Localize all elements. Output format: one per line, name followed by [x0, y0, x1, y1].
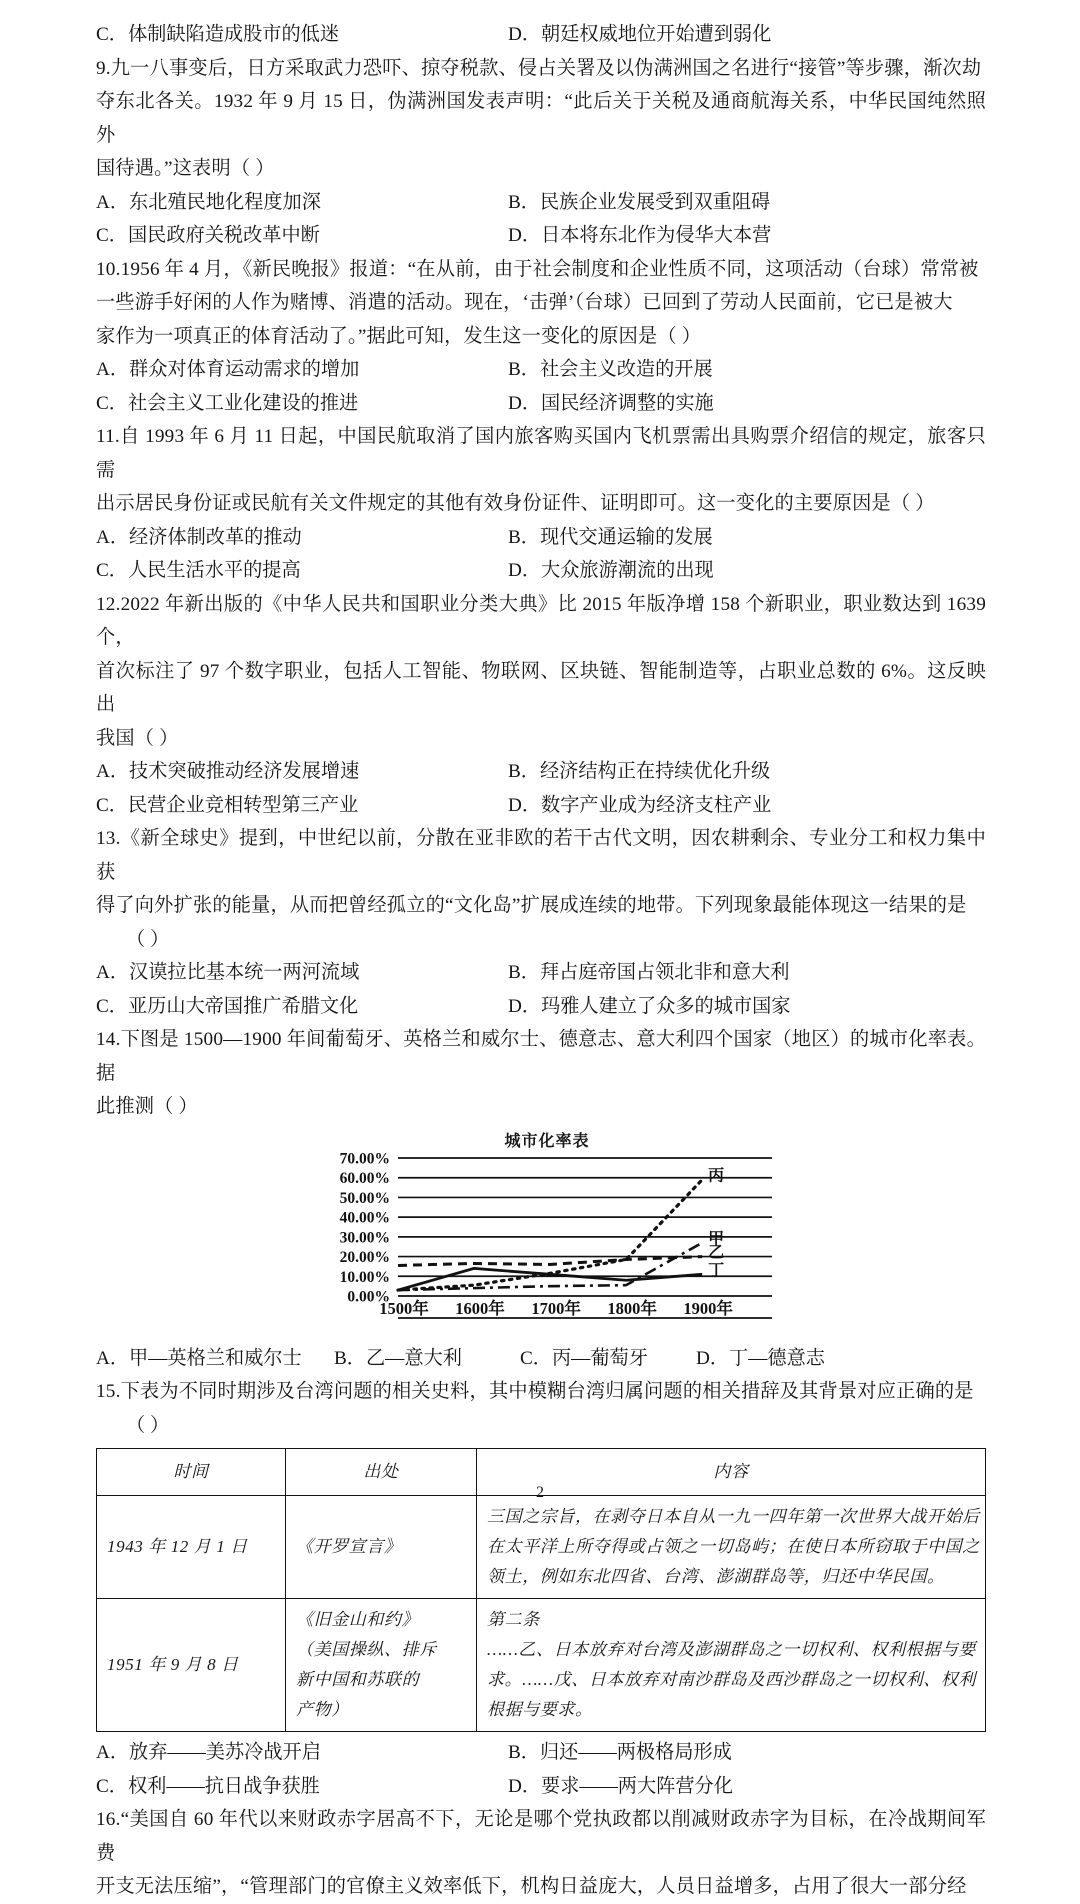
chart-series-line-乙 [398, 1256, 702, 1265]
q9-options-row-ab [96, 186, 986, 220]
q12-stem-line3: 我国（ ） [96, 727, 179, 749]
table-cell-time: 1951 年 9 月 8 日 [97, 1599, 286, 1732]
q13-stem-line2: 得了向外扩张的能量，从而把曾经孤立的“文化岛”扩展成连续的地带。下列现象最能体现这一结果的是 [96, 895, 967, 916]
q10-stem-line1: 10.1956 年 4 月，《新民晚报》报道：“在从前，由于社会制度和企业性质不同，这项活动（台球）常常被 [96, 258, 979, 280]
chart-plot-area [312, 1150, 782, 1340]
q13-options-row-ab [96, 956, 986, 990]
q13-options-row-cd [96, 990, 986, 1024]
q12-options-row-ab [96, 755, 986, 789]
page-number: 2 [536, 1484, 544, 1501]
chart-series-label-乙: 乙 [708, 1244, 725, 1262]
q8-option-d[interactable]: D．朝廷权威地位开始遭到弱化 [508, 24, 772, 45]
chart-inner [312, 1128, 782, 1340]
table-header-time: 时间 [97, 1449, 286, 1496]
q9-stem-line3: 国待遇。”这表明（ ） [96, 158, 275, 179]
table-row [97, 1496, 986, 1599]
q8-option-c[interactable]: C．体制缺陷造成股市的低迷 [96, 24, 340, 45]
chart-xtick-label: 1900年 [683, 1298, 733, 1318]
q13-option-b[interactable]: B．拜占庭帝国占领北非和意大利 [508, 962, 790, 983]
q15-stem-line1: 15.下表为不同时期涉及台湾问题的相关史料，其中模糊台湾归属问题的相关措辞及其背景对应正确的是 [96, 1381, 974, 1402]
q14-option-b[interactable]: B．乙—意大利 [334, 1347, 462, 1369]
q8-options-row-cd [96, 18, 986, 52]
q13-stem-line3: （ ） [126, 928, 170, 950]
q15-options-row-cd [96, 1770, 986, 1804]
q10-stem-line3: 家作为一项真正的体育活动了。”据此可知，发生这一变化的原因是（ ） [96, 325, 702, 347]
chart-series-label-丙: 丙 [708, 1167, 725, 1185]
q12-option-a[interactable]: A．技术突破推动经济发展增速 [96, 761, 360, 782]
q15-option-c[interactable]: C．权利——抗日战争获胜 [96, 1775, 320, 1797]
q13-option-a[interactable]: A．汉谟拉比基本统一两河流域 [96, 962, 360, 983]
q10-options-row-cd [96, 387, 986, 421]
table-cell-source [286, 1599, 477, 1732]
chart-xtick-label: 1500年 [379, 1298, 429, 1318]
q9-option-c[interactable]: C．国民政府关税改革中断 [96, 225, 320, 246]
chart-series-label-甲: 甲 [708, 1230, 725, 1248]
q10-option-a[interactable]: A．群众对体育运动需求的增加 [96, 359, 360, 380]
table-cell-content [477, 1599, 986, 1732]
q13-stem-line1: 13.《新全球史》提到，中世纪以前，分散在亚非欧的若干古代文明，因农耕剩余、专业分工和权力集中获 [96, 828, 986, 883]
table-cell-line: 求。……戊、日本放弃对南沙群岛及西沙群岛之一切权利、权利 [487, 1670, 977, 1689]
chart-xtick-label: 1800年 [607, 1298, 657, 1318]
chart-title: 城市化率表 [504, 1132, 590, 1150]
q10-option-b[interactable]: B．社会主义改造的开展 [508, 359, 713, 380]
q16-stem-line1: 16.“美国自 60 年代以来财政赤字居高不下，无论是哪个党执政都以削减财政赤字为目标，在冷战期间军费 [96, 1809, 986, 1864]
chart-ytick-label: 10.00% [339, 1268, 390, 1286]
q10-option-d[interactable]: D．国民经济调整的实施 [508, 392, 714, 414]
q11-options-row-ab [96, 521, 986, 555]
q11-option-a[interactable]: A．经济体制改革的推动 [96, 526, 302, 548]
q15-option-d[interactable]: D．要求——两大阵营分化 [508, 1775, 733, 1797]
table-header-content: 内容 [477, 1449, 986, 1496]
q11-option-c[interactable]: C．人民生活水平的提高 [96, 560, 301, 581]
chart-ytick-label: 60.00% [339, 1169, 390, 1187]
table-cell-content [477, 1496, 986, 1599]
table-cell-line: 《开罗宣言》 [296, 1537, 402, 1556]
table-cell-source [286, 1496, 477, 1599]
q14-options-row [96, 1342, 986, 1376]
chart-series-label-丁: 丁 [708, 1261, 725, 1279]
q16-stem-line2: 开支无法压缩”，“管理部门的官僚主义效率低下，机构日益庞大，人员日益增多，占用了很大一部分经 [96, 1876, 967, 1897]
table-header-source: 出处 [286, 1449, 477, 1496]
q15-option-a[interactable]: A．放弃——美苏冷战开启 [96, 1742, 321, 1763]
table-cell-line: 根据与要求。 [487, 1700, 593, 1719]
chart-ytick-label: 50.00% [339, 1189, 390, 1207]
q11-option-b[interactable]: B．现代交通运输的发展 [508, 526, 713, 548]
q15-option-b[interactable]: B．归还——两极格局形成 [508, 1742, 732, 1763]
table-body [97, 1496, 986, 1732]
page-body-column [96, 18, 986, 1904]
table-cell-line: 产物） [296, 1700, 349, 1719]
q9-option-d[interactable]: D．日本将东北作为侵华大本营 [508, 225, 772, 246]
chart-ytick-label: 30.00% [339, 1228, 390, 1246]
table-cell-line: 《旧金山和约》 [296, 1610, 420, 1629]
q11-option-d[interactable]: D．大众旅游潮流的出现 [508, 560, 714, 581]
q9-options-row-cd [96, 219, 986, 253]
chart-xtick-label: 1600年 [455, 1298, 505, 1318]
chart-xtick-label: 1700年 [531, 1298, 581, 1318]
q10-stem-line2: 一些游手好闲的人作为赌博、消遣的活动。现在，‘击弹’（台球）已回到了劳动人民面前，它已是被大 [96, 292, 953, 313]
chart-series-line-甲 [398, 1242, 702, 1289]
q12-option-c[interactable]: C．民营企业竞相转型第三产业 [96, 794, 359, 816]
q12-option-b[interactable]: B．经济结构正在持续优化升级 [508, 761, 771, 782]
table-cell-line: 第二条 [487, 1610, 540, 1629]
q10-option-c[interactable]: C．社会主义工业化建设的推进 [96, 392, 359, 414]
table-cell-line: 三国之宗旨，在剥夺日本自从一九一四年第一次世界大战开始后 [487, 1507, 980, 1526]
urbanization-rate-chart [96, 1128, 986, 1340]
table-cell-line: 领土，例如东北四省、台湾、澎湖群岛等，归还中华民国。 [487, 1567, 945, 1586]
q10-options-row-ab [96, 353, 986, 387]
q14-option-a[interactable]: A．甲—英格兰和威尔士 [96, 1347, 302, 1369]
q14-stem-line2: 此推测（ ） [96, 1096, 198, 1117]
chart-ytick-label: 0.00% [347, 1288, 390, 1305]
table-cell-time: 1943 年 12 月 1 日 [97, 1496, 286, 1599]
q9-stem-line2: 夺东北各关。1932 年 9 月 15 日，伪满洲国发表声明：“此后关于关税及通商航海关系，中华民国纯然照外 [96, 91, 986, 146]
q11-stem-line2: 出示居民身份证或民航有关文件规定的其他有效身份证件、证明即可。这一变化的主要原因是（ ） [96, 493, 935, 514]
table-cell-line: 新中国和苏联的 [296, 1670, 420, 1689]
q9-stem-line1: 9.九一八事变后，日方采取武力恐吓、掠夺税款、侵占关署及以伪满洲国之名进行“接管”等步骤，渐次劫 [96, 57, 982, 79]
q14-option-c[interactable]: C．丙—葡萄牙 [520, 1347, 648, 1369]
q11-stem-line1: 11.自 1993 年 6 月 11 日起，中国民航取消了国内旅客购买国内飞机票需出具购票介绍信的规定，旅客只需 [96, 426, 986, 481]
q13-option-c[interactable]: C．亚历山大帝国推广希腊文化 [96, 995, 359, 1017]
q14-option-d[interactable]: D．丁—德意志 [696, 1347, 825, 1369]
table-cell-line: ……乙、日本放弃对台湾及澎湖群岛之一切权利、权利根据与要 [487, 1640, 977, 1659]
q12-stem-line2: 首次标注了 97 个数字职业，包括人工智能、物联网、区块链、智能制造等，占职业总数的 6%。这反映出 [96, 660, 986, 715]
q14-stem-line1: 14.下图是 1500—1900 年间葡萄牙、英格兰和威尔士、德意志、意大利四个国家（地区）的城市化率表。据 [96, 1029, 986, 1084]
chart-ytick-label: 70.00% [339, 1150, 390, 1167]
table-cell-line: 在太平洋上所夺得或占领之一切岛屿；在使日本所窃取于中国之 [487, 1537, 980, 1556]
q9-option-a[interactable]: A．东北殖民地化程度加深 [96, 191, 321, 213]
chart-ytick-label: 20.00% [339, 1248, 390, 1266]
q13-option-d[interactable]: D．玛雅人建立了众多的城市国家 [508, 995, 791, 1017]
chart-ytick-label: 40.00% [339, 1209, 390, 1227]
q15-stem-line2: （ ） [126, 1414, 170, 1436]
q12-stem-line1: 12.2022 年新出版的《中华人民共和国职业分类大典》比 2015 年版净增 158 个新职业，职业数达到 1639 个， [96, 593, 986, 648]
q12-options-row-cd [96, 789, 986, 823]
q12-option-d[interactable]: D．数字产业成为经济支柱产业 [508, 794, 772, 816]
q11-options-row-cd [96, 554, 986, 588]
q9-option-b[interactable]: B．民族企业发展受到双重阻碍 [508, 191, 771, 213]
table-row [97, 1599, 986, 1732]
q15-options-row-ab [96, 1736, 986, 1770]
table-cell-line: （美国操纵、排斥 [296, 1640, 437, 1659]
